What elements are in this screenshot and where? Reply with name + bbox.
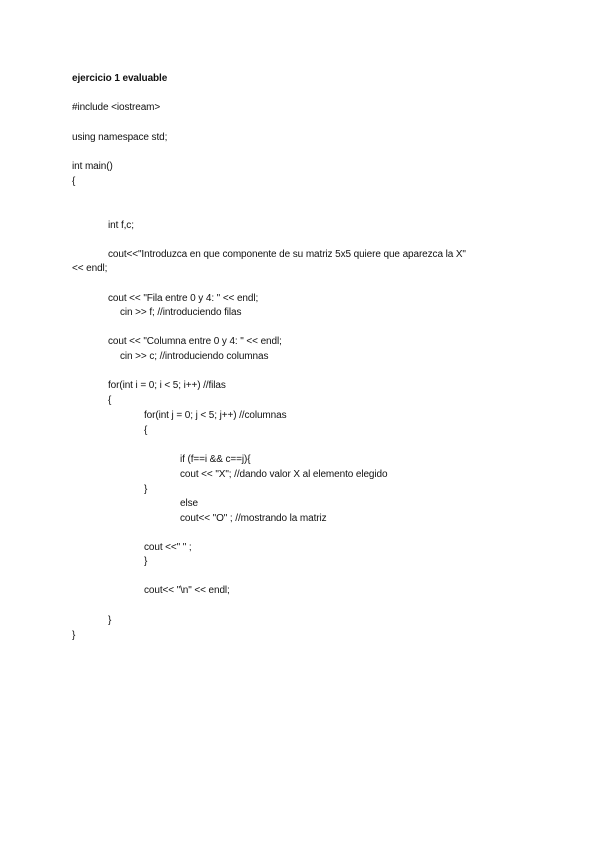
code-line-declare: int f,c; bbox=[108, 220, 134, 231]
code-line-cout-prompt: cout<<"Introduzca en que componente de su matriz 5x5 quiere que aparezca la X" bbox=[108, 249, 466, 260]
code-line-cin-c: cin >> c; //introduciendo columnas bbox=[120, 351, 269, 362]
code-line-using: using namespace std; bbox=[72, 132, 168, 143]
code-line-cout-columna: cout << "Columna entre 0 y 4: " << endl; bbox=[108, 336, 282, 347]
code-line-include: #include <iostream> bbox=[72, 102, 161, 113]
code-line-for-i-close: } bbox=[108, 615, 112, 626]
code-line-cout-prompt-cont: << endl; bbox=[72, 263, 108, 274]
code-line-else: else bbox=[180, 498, 198, 509]
code-line-main-open-brace: { bbox=[72, 176, 76, 187]
code-line-main: int main() bbox=[72, 161, 113, 172]
code-line-cout-fila: cout << "Fila entre 0 y 4: " << endl; bbox=[108, 293, 259, 304]
code-line-for-j: for(int j = 0; j < 5; j++) //columnas bbox=[144, 410, 287, 421]
code-line-main-close: } bbox=[72, 630, 76, 641]
code-line-cin-f: cin >> f; //introduciendo filas bbox=[120, 307, 242, 318]
code-line-for-j-close: } bbox=[144, 556, 148, 567]
code-line-cout-x: cout << "X"; //dando valor X al elemento elegido bbox=[180, 469, 388, 480]
document-title: ejercicio 1 evaluable bbox=[72, 73, 168, 84]
code-line-cout-newline: cout<< "\n" << endl; bbox=[144, 585, 230, 596]
code-line-cout-o: cout<< "O" ; //mostrando la matriz bbox=[180, 513, 327, 524]
code-line-if-close: } bbox=[144, 484, 148, 495]
code-line-for-j-open: { bbox=[144, 425, 148, 436]
code-line-if: if (f==i && c==j){ bbox=[180, 454, 251, 465]
code-line-for-i-open: { bbox=[108, 395, 112, 406]
code-line-for-i: for(int i = 0; i < 5; i++) //filas bbox=[108, 380, 226, 391]
code-line-cout-space: cout <<" " ; bbox=[144, 542, 192, 553]
